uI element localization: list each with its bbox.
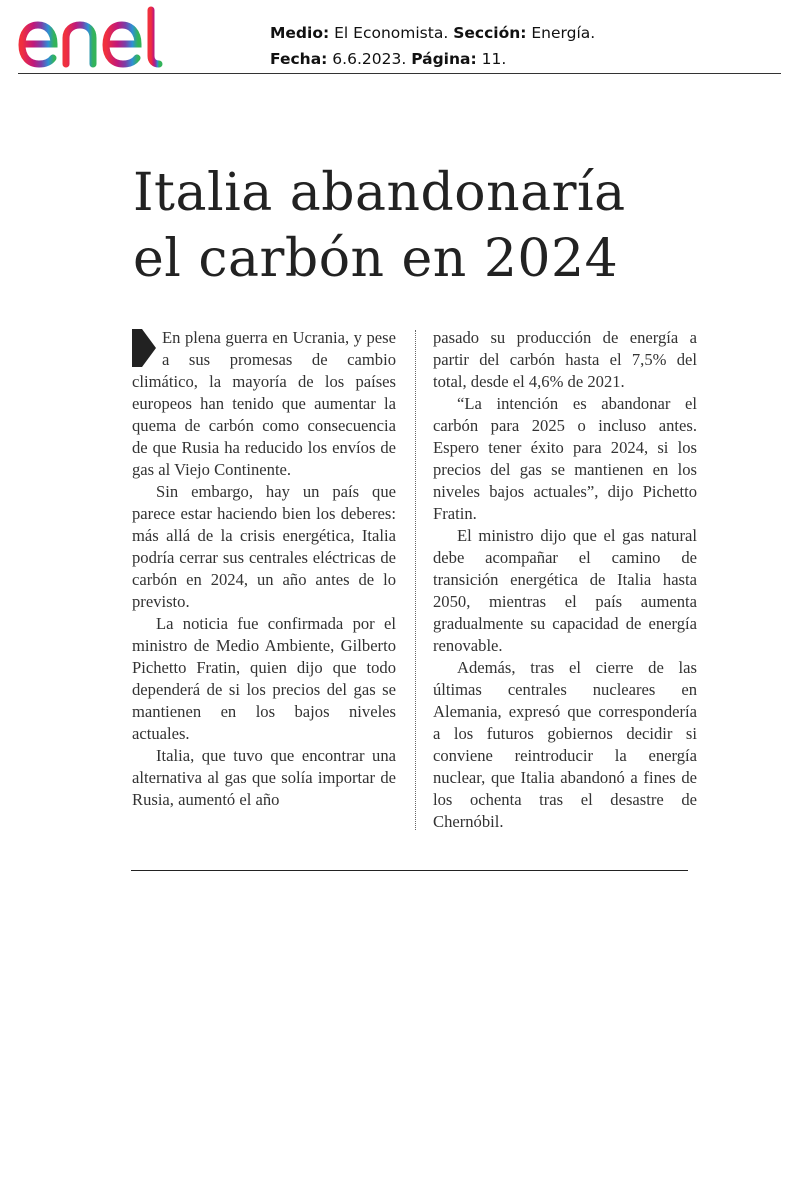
medio-value: El Economista. — [334, 24, 449, 42]
paragraph: “La intención es abandonar el carbón para 2025 o incluso antes. Espero tener éxito para 2024, si los precios del gas se mantienen en los niveles bajos actuales”, dijo Pichetto Fratin. — [433, 394, 697, 523]
meta-line-2 — [270, 46, 595, 72]
column-divider — [415, 330, 416, 830]
paragraph: El ministro dijo que el gas natural debe acompañar el camino de transición energética de Italia hasta 2050, mientras el país aumenta gradualmente su capacidad de energía renovable. — [433, 526, 697, 655]
article-column-left — [132, 327, 396, 811]
headline-line-1: Italia abandonaría — [133, 163, 626, 223]
article-headline — [133, 160, 733, 292]
paragraph: Además, tras el cierre de las últimas centrales nucleares en Alemania, expresó que correspondería a los futuros gobiernos decidir si conviene reintroducir la energía nuclear, que Italia abandonó a fines de los ochenta tras el desastre de Chernóbil. — [433, 658, 697, 831]
pagina-value: 11. — [481, 50, 507, 68]
play-arrow-icon — [132, 329, 156, 367]
seccion-label: Sección: — [453, 24, 527, 42]
headline-line-2: el carbón en 2024 — [133, 229, 619, 289]
paragraph: La noticia fue confirmada por el ministro de Medio Ambiente, Gilberto Pichetto Fratin, quien dijo que todo dependerá de si los precios del gas se mantienen en los bajos niveles actuales. — [132, 614, 396, 743]
article-column-right — [433, 327, 697, 833]
enel-logo — [18, 6, 183, 72]
pagina-label: Página: — [411, 50, 477, 68]
paragraph-text: En plena guerra en Ucrania, y pese a sus promesas de cambio climático, la mayoría de los países europeos han tenido que aumentar la quema de carbón como consecuencia de que Rusia ha reducido los envíos de gas al Viejo Continente. — [132, 328, 396, 479]
meta-line-1 — [270, 20, 595, 46]
paragraph: pasado su producción de energía a partir del carbón hasta el 7,5% del total, desde el 4,6% de 2021. — [433, 328, 697, 391]
paragraph: Italia, que tuvo que encontrar una alternativa al gas que solía importar de Rusia, aumentó el año — [132, 746, 396, 809]
fecha-label: Fecha: — [270, 50, 328, 68]
seccion-value: Energía. — [531, 24, 596, 42]
paragraph — [132, 327, 396, 481]
medio-label: Medio: — [270, 24, 330, 42]
article-end-rule — [131, 870, 688, 871]
paragraph: Sin embargo, hay un país que parece estar haciendo bien los deberes: más allá de la crisis energética, Italia podría cerrar sus centrales eléctricas de carbón en 2024, un año antes de lo previsto. — [132, 482, 396, 611]
clipping-metadata — [270, 20, 595, 72]
header-divider — [18, 73, 781, 74]
fecha-value: 6.6.2023. — [332, 50, 407, 68]
